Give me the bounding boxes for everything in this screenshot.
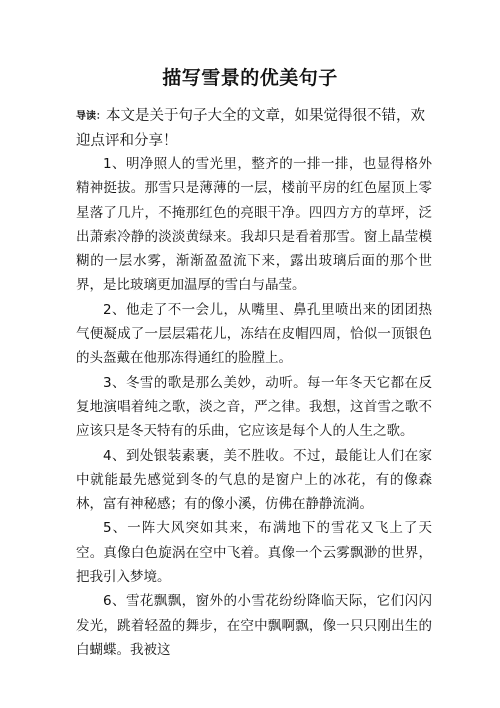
document-title: 描写雪景的优美句子 bbox=[162, 67, 338, 89]
paragraph-5: 5、一阵大风突如其来，布满地下的雪花又飞上了天空。真像白色旋涡在空中飞着。真像一个云雾飘渺的世界，把我引入梦境。 bbox=[76, 520, 432, 586]
paragraph-3: 3、冬雪的歌是那么美妙，动听。每一年冬天它都在反复地演唱着纯之歌，淡之音，严之律。我想，这首雪之歌不应该只是冬天特有的乐曲，它应该是每个人的人生之歌。 bbox=[76, 374, 432, 440]
paragraph-2: 2、他走了不一会儿，从嘴里、鼻孔里喷出来的团团热气便凝成了一层层霜花儿，冻结在皮帽四周，恰似一顶银色的头盔戴在他那冻得通红的脸膛上。 bbox=[76, 301, 432, 367]
paragraph-6: 6、雪花飘飘，窗外的小雪花纷纷降临天际，它们闪闪发光，跳着轻盈的舞步，在空中飘啊飘，像一只只刚出生的白蝴蝶。我被这 bbox=[76, 593, 432, 658]
intro-text: 本文是关于句子大全的文章，如果觉得很不错，欢迎点评和分享！ bbox=[76, 108, 425, 149]
paragraph-1: 1、明净照人的雪光里，整齐的一排一排，也显得格外精神挺拔。那雪只是薄薄的一层，楼前平房的红色屋顶上零星落了几片，不掩那红色的亮眼干净。四四方方的草坪，泛出萧索冷静的淡淡黄绿来。我却只是看着那雪。窗上晶莹模糊的一层水雾，渐渐盈盈流下来，露出玻璃后面的那个世界，是比玻璃更加温厚的雪白与晶莹。 bbox=[76, 156, 432, 294]
intro-paragraph bbox=[76, 104, 436, 154]
paragraph-4: 4、到处银装素裹，美不胜收。不过，最能让人们在家中就能最先感觉到冬的气息的是窗户上的冰花，有的像森林，富有神秘感；有的像小溪，仿佛在静静流淌。 bbox=[76, 447, 432, 513]
document-body bbox=[76, 152, 432, 662]
intro-label: 导读： bbox=[76, 111, 106, 122]
